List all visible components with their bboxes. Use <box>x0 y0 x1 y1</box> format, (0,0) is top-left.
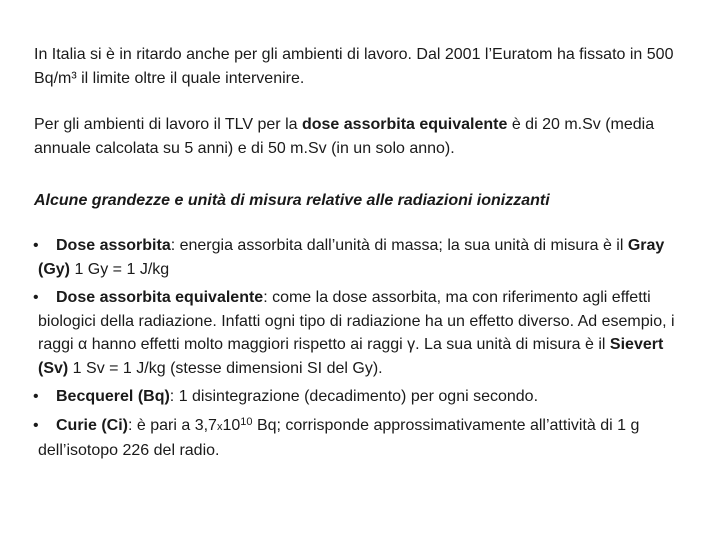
bullet-text: 1 Sv = 1 J/kg (stesse dimensioni SI del Gy). <box>68 359 383 377</box>
bullet-icon: • <box>33 289 39 306</box>
bullet-becquerel <box>0 385 690 409</box>
bullet-text: 1 Gy = 1 J/kg <box>70 260 170 278</box>
bullet-text: : 1 disintegrazione (decadimento) per ogni secondo. <box>169 388 539 405</box>
tlv-text-before: Per gli ambienti di lavoro il TLV per la <box>34 116 302 133</box>
times-sign: x <box>216 420 223 433</box>
bullet-list <box>0 234 720 468</box>
section-heading: Alcune grandezze e unità di misura relative alle radiazioni ionizzanti <box>34 192 550 209</box>
bullet-icon: • <box>33 388 39 405</box>
bullet-term: Becquerel (Bq) <box>56 388 170 405</box>
bullet-unit: Gray (Gy) <box>38 237 665 278</box>
bullet-term: Curie (Ci) <box>56 416 128 434</box>
bullet-icon: • <box>33 416 39 434</box>
bullet-dose-assorbita <box>0 234 690 281</box>
bullet-term: Dose assorbita equivalente <box>56 289 264 306</box>
bullet-text: : è pari a 3,7 <box>128 416 217 434</box>
paragraph-euratom: In Italia si è in ritardo anche per gli ambienti di lavoro. Dal 2001 l’Euratom ha fissato in 500 Bq/m³ il limite oltre il quale intervenire. <box>34 46 674 87</box>
tlv-bold-term: dose assorbita equivalente <box>301 116 508 133</box>
paragraph-tlv <box>34 113 694 160</box>
bullet-term: Dose assorbita <box>56 237 171 254</box>
bullet-icon: • <box>33 237 39 254</box>
bullet-text: : come la dose assorbita, ma con riferimento agli effetti biologici della radiazione. Infatti ogni tipo di radiazione ha un effetto diverso. Ad esempio, i raggi α hanno effetti molto maggiori rispetto ai raggi γ. La sua unità di misura è il <box>38 289 675 353</box>
bullet-unit: Sievert (Sv) <box>38 336 664 377</box>
bullet-dose-equivalente <box>0 286 690 380</box>
power-base: 10 <box>222 416 241 434</box>
bullet-text: : energia assorbita dall’unità di massa; la sua unità di misura è il <box>170 237 628 254</box>
tlv-text-after: è di 20 m.Sv (media annuale calcolata su 5 anni) e di 50 m.Sv (in un solo anno). <box>34 116 655 157</box>
bullet-curie <box>0 414 690 463</box>
bullet-text: Bq; corrisponde approssimativamente all’attività di 1 g dell’isotopo 226 del radio. <box>38 416 640 459</box>
power-exponent: 10 <box>240 415 253 428</box>
